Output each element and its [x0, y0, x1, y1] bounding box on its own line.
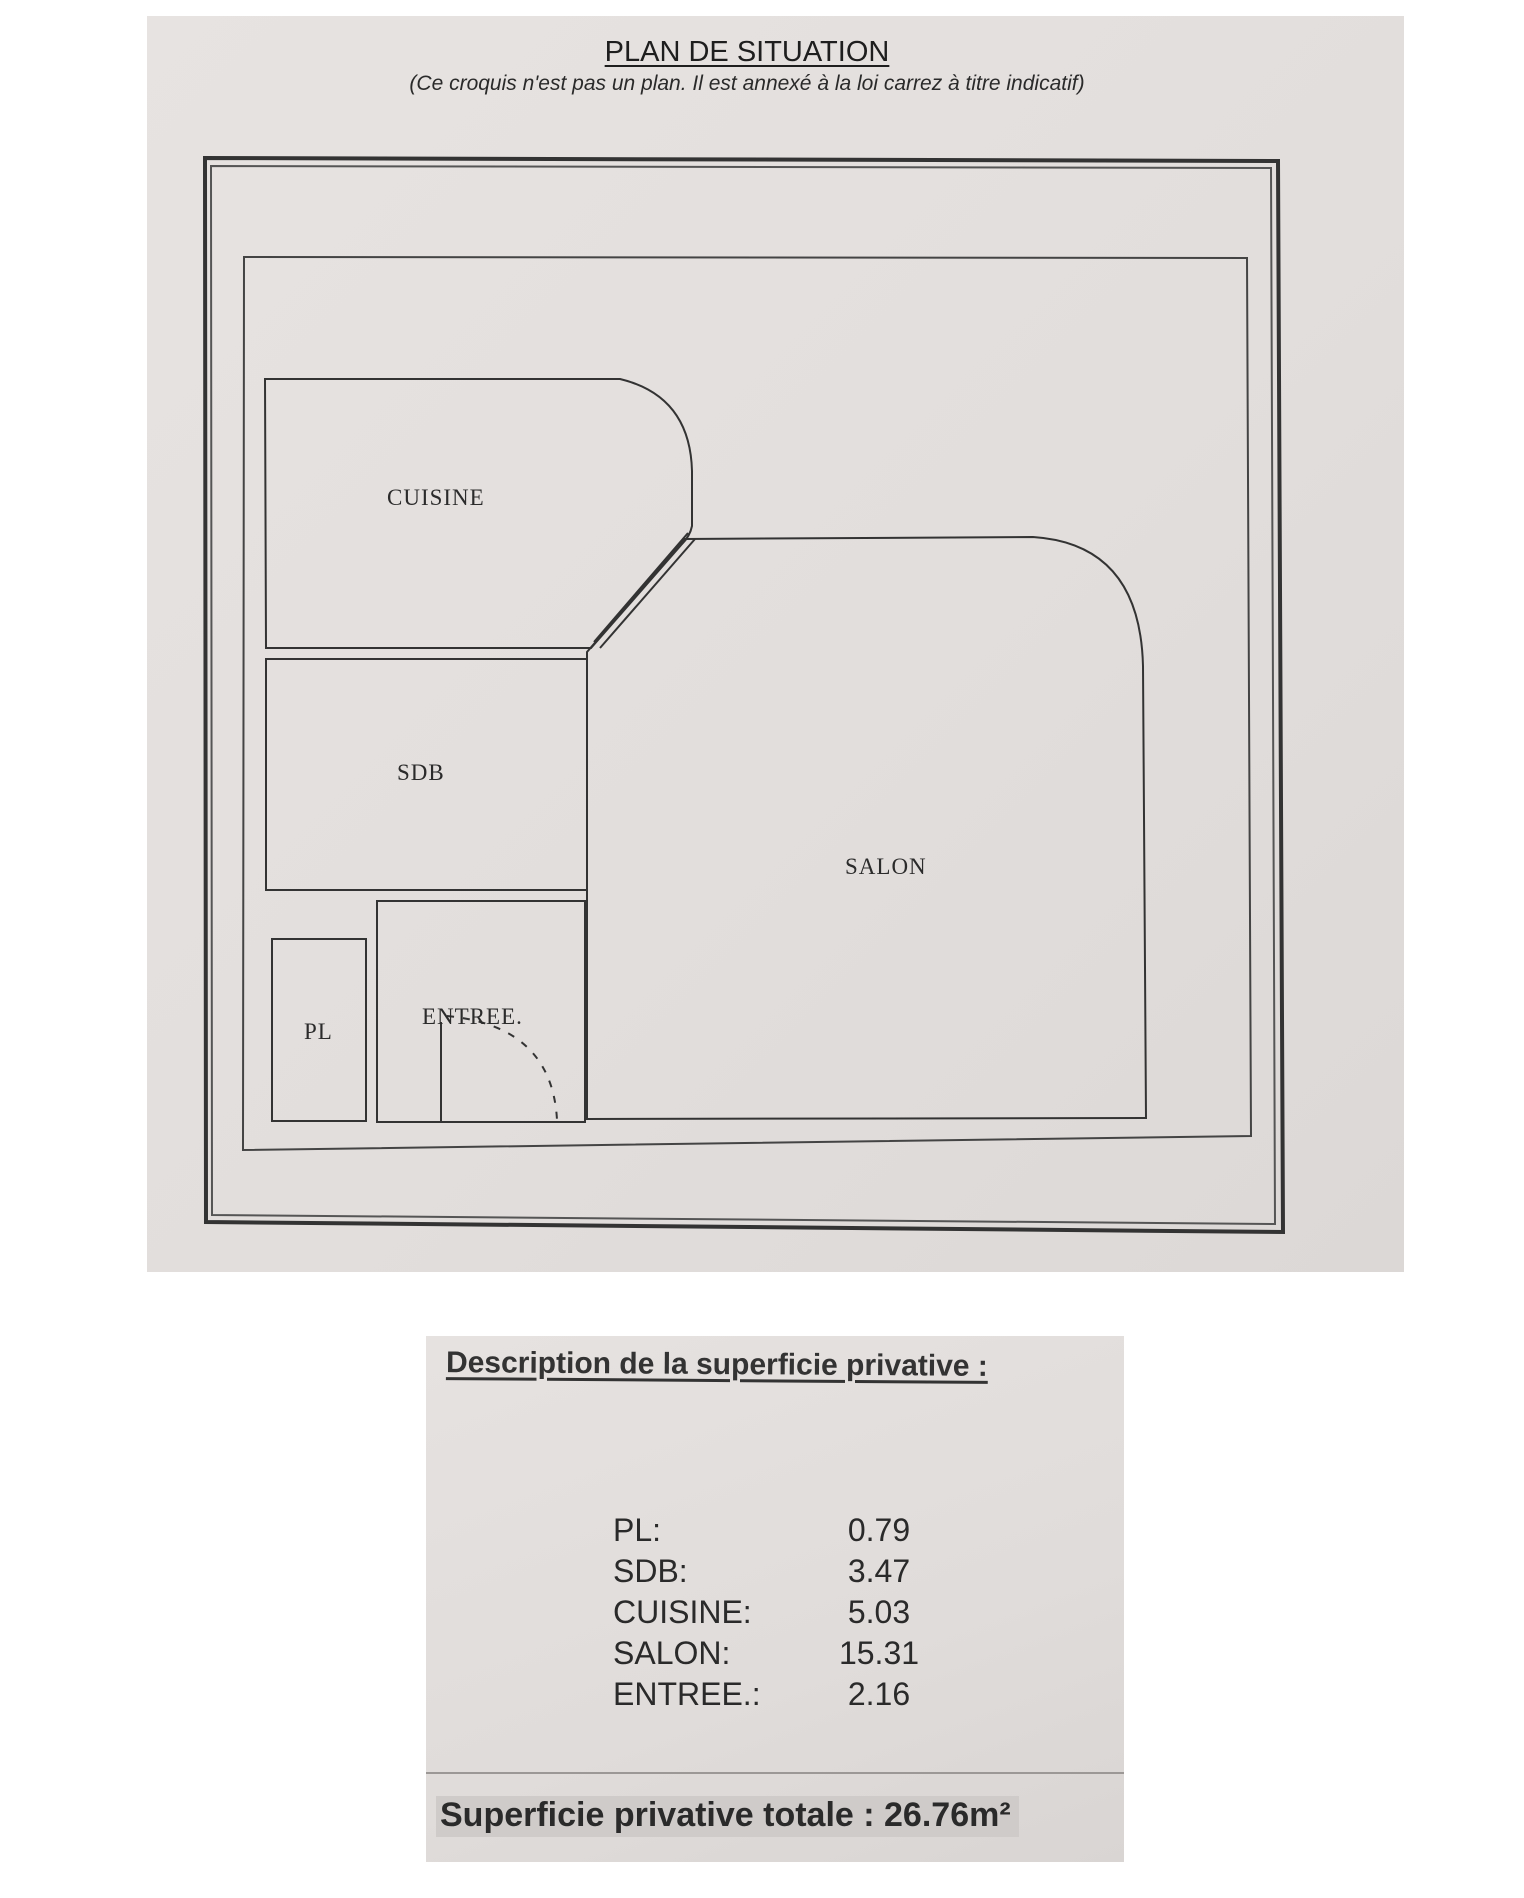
area-label: CUISINE:	[613, 1594, 752, 1630]
outer-frame-inner-line	[211, 166, 1275, 1224]
area-value: 15.31	[838, 1635, 920, 1671]
plan-subtitle: (Ce croquis n'est pas un plan. Il est annexé à la loi carrez à titre indicatif)	[409, 72, 1085, 95]
area-label: SALON:	[613, 1635, 731, 1671]
area-value: 3.47	[847, 1553, 911, 1589]
divider	[426, 1772, 1124, 1774]
inner-boundary	[243, 257, 1251, 1150]
description-heading: Description de la superficie privative :	[445, 1346, 988, 1383]
plan-title: PLAN DE SITUATION	[604, 36, 890, 68]
area-row-sdb	[613, 1553, 973, 1594]
total-area: Superficie privative totale : 26.76m²	[436, 1796, 1019, 1837]
area-label: PL:	[613, 1512, 662, 1548]
area-label: ENTREE.:	[613, 1676, 761, 1712]
area-row-salon	[613, 1635, 973, 1676]
entree-door-swing	[447, 1016, 557, 1120]
cuisine-salon-wall-2	[600, 539, 695, 648]
label-salon: SALON	[845, 854, 927, 879]
floor-plan-sheet	[147, 16, 1404, 1272]
room-salon-outline	[587, 537, 1146, 1119]
area-row-pl	[613, 1512, 973, 1553]
label-cuisine: CUISINE	[387, 485, 485, 510]
area-description-sheet	[426, 1336, 1124, 1862]
area-value: 0.79	[847, 1512, 911, 1548]
label-entree: ENTREE.	[422, 1004, 523, 1029]
area-list	[613, 1512, 973, 1717]
room-cuisine-outline	[265, 379, 692, 648]
floor-plan-drawing	[147, 16, 1404, 1272]
label-pl: PL	[304, 1019, 333, 1044]
area-value: 2.16	[847, 1676, 911, 1712]
label-sdb: SDB	[397, 760, 445, 785]
area-label: SDB:	[613, 1553, 688, 1589]
area-row-entree	[613, 1676, 973, 1717]
area-value: 5.03	[847, 1594, 911, 1630]
area-row-cuisine	[613, 1594, 973, 1635]
